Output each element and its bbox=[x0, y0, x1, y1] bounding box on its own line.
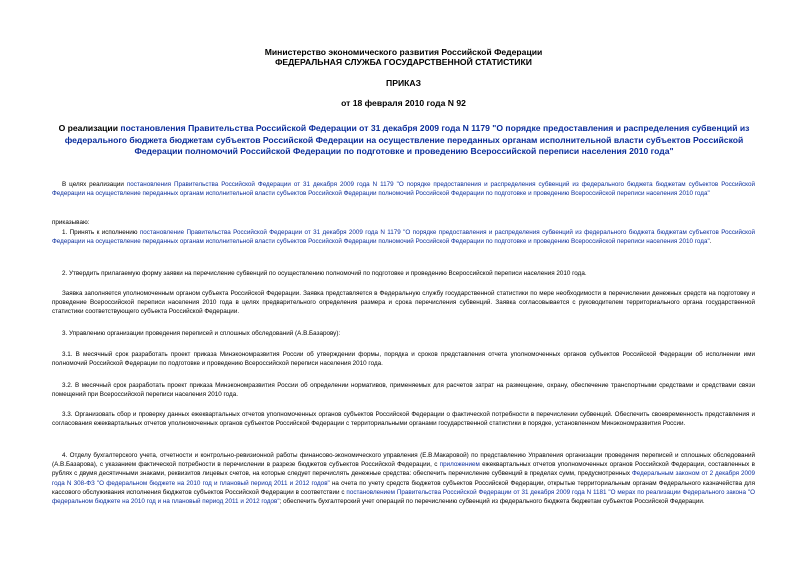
service-name: ФЕДЕРАЛЬНАЯ СЛУЖБА ГОСУДАРСТВЕННОЙ СТАТИСТИКИ bbox=[275, 57, 532, 67]
order-word: приказываю: bbox=[52, 219, 90, 226]
paragraph-3: 3. Управлению организации проведения переписей и сплошных обследований (А.В.Базарову): bbox=[62, 330, 341, 337]
intro-prefix: В целях реализации bbox=[62, 181, 127, 188]
paragraph-1 bbox=[52, 228, 755, 246]
title-link[interactable]: постановления Правительства Российской Федерации от 31 декабря 2009 года N 1179 "О порядке предоставления и распределения субвенций из федерального бюджета бюджетам субъектов Российской Федерации на осуществление переданных органам исполнительной власти субъектов Российской Федерации полномочий Российской Федерации по подготовке и проведению Всероссийской переписи населения 2010 года" bbox=[64, 123, 750, 156]
p4-link-federal-law[interactable]: Федеральным законом от 2 декабря 2009 года N 308-ФЗ "О федеральном бюджете на 2010 год и плановый период 2011 и 2012 годов" bbox=[52, 470, 755, 487]
p1-suffix: . bbox=[709, 238, 712, 246]
p4-text-b: ежеквартальных отчетов уполномоченных органов Российской Федерации, составленных в рублях с двумя десятичными знаками, реквизитов лицевых счетов, на которые следует перечислять денежные средства: обеспечить перечисление субвенций в пределах сумм, предусмотренных bbox=[52, 461, 755, 478]
p4-text-d: ; обеспечить бухгалтерский учет операций по перечислению субвенций из федерального бюджета бюджетам субъектов Российской Федерации. bbox=[279, 498, 705, 506]
p1-prefix: 1. Принять к исполнению bbox=[62, 229, 140, 236]
intro-paragraph bbox=[52, 180, 755, 198]
paragraph-3-1: 3.1. В месячный срок разработать проект приказа Минэкономразвития России об утверждении формы, порядка и сроков представления отчета уполномоченных органов субъектов Российской Федерации об исполнении ими полномочий Российской Федерации по подготовке и проведению Всероссийской переписи населения 2010 года. bbox=[52, 351, 755, 368]
paragraph-2b: Заявка заполняется уполномоченным органом субъекта Российской Федерации. Заявка представляется в Федеральную службу государственной статистики по мере необходимости в перечислении денежных средств на подготовку и проведение Всероссийской переписи населения 2010 года в целях предварительного определения размера и срока перечисления субвенций. Заявка согласовывается с руководителем территориального органа государственной статистики соответствующего субъекта Российской Федерации. bbox=[52, 290, 755, 316]
order-heading: ПРИКАЗ bbox=[386, 78, 421, 88]
intro-link[interactable]: постановления Правительства Российской Федерации от 31 декабря 2009 года N 1179 "О порядке предоставления и распределения субвенций из федерального бюджета бюджетам субъектов Российской Федерации на осуществление переданных органам исполнительной власти субъектов Российской Федерации полномочий Российской Федерации по подготовке и проведению Всероссийской переписи населения 2010 года" bbox=[52, 181, 755, 198]
p1-link[interactable]: постановление Правительства Российской Федерации от 31 декабря 2009 года N 1179 "О порядке предоставления и распределения субвенций из федерального бюджета бюджетам субъектов Российской Федерации на осуществление переданных органам исполнительной власти субъектов Российской Федерации полномочий Российской Федерации по подготовке и проведению Всероссийской переписи населения 2010 года" bbox=[52, 229, 755, 246]
p4-link-resolution[interactable]: постановлением Правительства Российской Федерации от 31 декабря 2009 года N 1181 "О мерах по реализации Федерального закона "О федеральном бюджете на 2010 год и на плановый период 2011 и 2012 годов" bbox=[52, 488, 755, 506]
p4-text-a: 4. Отделу бухгалтерского учета, отчетности и контрольно-ревизионной работы финансово-экономического управления (Е.В.Макаровой) по представлению Управления организации проведения переписей и сплошных обследований (А.В.Базарова), с указанием фактической потребности в перечислении в разрезе бюджетов субъектов Российской Федерации, с bbox=[52, 452, 755, 469]
order-date: от 18 февраля 2010 года N 92 bbox=[341, 98, 466, 108]
document-title bbox=[50, 123, 758, 158]
p4-text-c: на счета по учету средств бюджетов субъектов Российской Федерации, открытые территориальным органам Федерального казначейства для кассового обслуживания исполнения бюджетов субъектов Российской Федерации в соответствии с bbox=[52, 479, 755, 496]
ministry-name: Министерство экономического развития Российской Федерации bbox=[264, 47, 543, 57]
paragraph-2: 2. Утвердить прилагаемую форму заявки на перечисление субвенций по осуществлению полномочий по подготовке и проведению Всероссийской переписи населения 2010 года. bbox=[62, 270, 587, 277]
paragraph-3-3: 3.3. Организовать сбор и проверку данных ежеквартальных отчетов уполномоченных органов субъектов Российской Федерации о фактической потребности в перечислении субвенций. Обеспечить своевременность представления и согласования ежеквартальных отчетов уполномоченных органов субъектов Российской Федерации с территориальными органами государственной статистики в порядке, установленном Минэкономразвития России. bbox=[52, 411, 755, 428]
p4-link-appendix[interactable]: приложением bbox=[439, 461, 480, 469]
paragraph-4 bbox=[52, 451, 755, 506]
title-prefix: О реализации bbox=[58, 123, 121, 133]
paragraph-3-2: 3.2. В месячный срок разработать проект приказа Минэкономразвития России об определении нормативов, применяемых для расчетов затрат на размещение, охрану, обеспечение транспортными средствами и средствами связи помещений при Всероссийской переписи населения 2010 года. bbox=[52, 382, 755, 399]
